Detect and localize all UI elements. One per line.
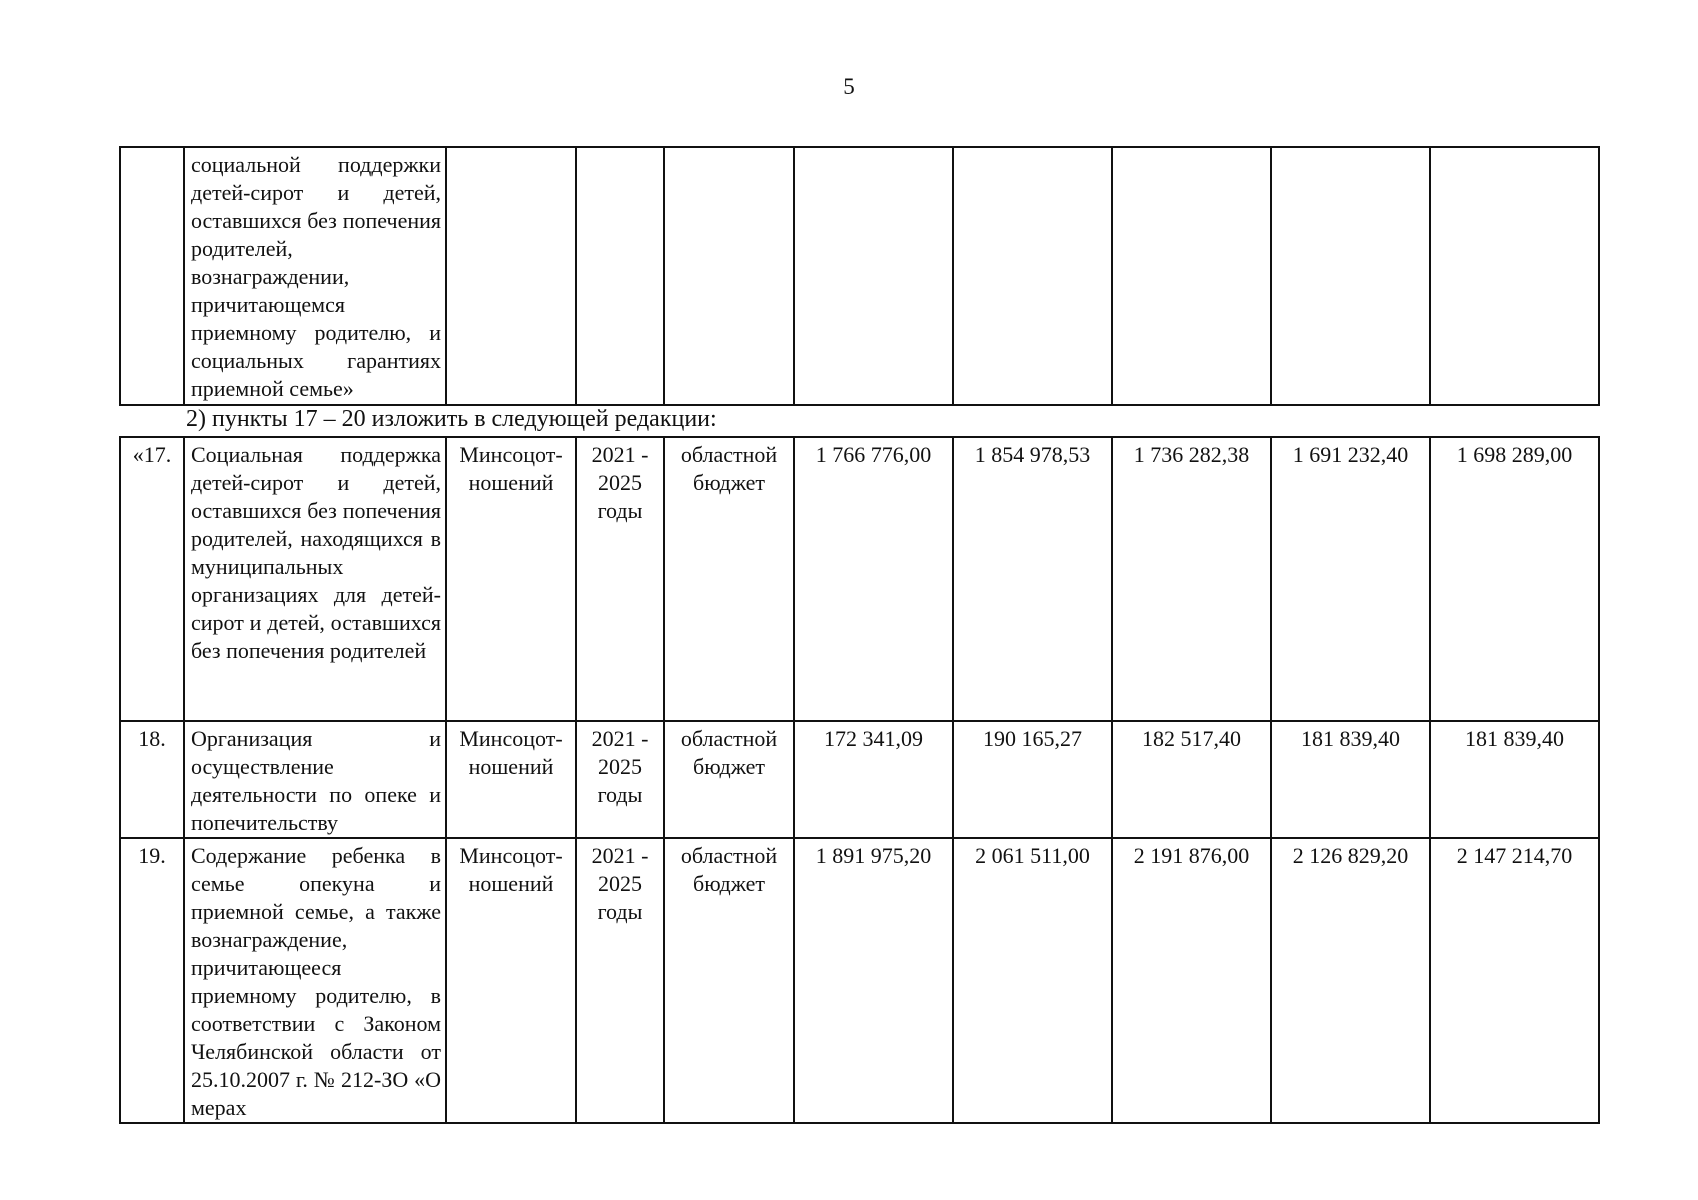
continuation-row xyxy=(120,147,1599,405)
continuation-table xyxy=(119,146,1600,406)
table-row xyxy=(120,838,1599,1123)
cell-empty xyxy=(446,147,576,405)
row-period: 2021 - 2025 годы xyxy=(576,838,664,1123)
row-source: областной бюджет xyxy=(664,721,794,838)
row-source: областной бюджет xyxy=(664,437,794,721)
row-amount: 1 854 978,53 xyxy=(953,437,1112,721)
cell-empty xyxy=(576,147,664,405)
intro-line: 2) пункты 17 – 20 изложить в следующей редакции: xyxy=(186,406,717,432)
row-amount: 2 147 214,70 xyxy=(1430,838,1599,1123)
row-amount: 181 839,40 xyxy=(1271,721,1430,838)
cell-empty xyxy=(1112,147,1271,405)
row-number: 19. xyxy=(120,838,184,1123)
row-amount: 1 691 232,40 xyxy=(1271,437,1430,721)
row-name: Содержание ребенка в семье опекуна и приемной семье, а также вознаграждение, причитающееся приемному родителю, в соответствии с Законом Челябинской области от 25.10.2007 г. № 212-ЗО «О мерах xyxy=(184,838,446,1123)
row-number: 18. xyxy=(120,721,184,838)
row-source: областной бюджет xyxy=(664,838,794,1123)
row-number: «17. xyxy=(120,437,184,721)
row-amount: 2 191 876,00 xyxy=(1112,838,1271,1123)
cell-empty xyxy=(664,147,794,405)
row-amount: 181 839,40 xyxy=(1430,721,1599,838)
row-executor: Минсоцот-ношений xyxy=(446,721,576,838)
continuation-name: социальной поддержки детей-сирот и детей, оставшихся без попечения родителей, вознаграждении, причитающемся приемному родителю, и социальных гарантиях приемной семье» xyxy=(184,147,446,405)
row-amount: 1 698 289,00 xyxy=(1430,437,1599,721)
cell-empty xyxy=(953,147,1112,405)
row-executor: Минсоцот-ношений xyxy=(446,437,576,721)
row-amount: 172 341,09 xyxy=(794,721,953,838)
cell-empty xyxy=(120,147,184,405)
page-number: 5 xyxy=(843,74,855,99)
row-amount: 2 126 829,20 xyxy=(1271,838,1430,1123)
row-period: 2021 - 2025 годы xyxy=(576,721,664,838)
table-row xyxy=(120,437,1599,721)
row-amount: 182 517,40 xyxy=(1112,721,1271,838)
row-amount: 1 891 975,20 xyxy=(794,838,953,1123)
row-amount: 1 766 776,00 xyxy=(794,437,953,721)
cell-empty xyxy=(1271,147,1430,405)
row-amount: 190 165,27 xyxy=(953,721,1112,838)
row-period: 2021 - 2025 годы xyxy=(576,437,664,721)
row-amount: 1 736 282,38 xyxy=(1112,437,1271,721)
row-executor: Минсоцот-ношений xyxy=(446,838,576,1123)
row-name: Социальная поддержка детей-сирот и детей, оставшихся без попечения родителей, находящихся в муниципальных организациях для детей-сирот и детей, оставшихся без попечения родителей xyxy=(184,437,446,721)
row-name: Организация и осуществление деятельности по опеке и попечительству xyxy=(184,721,446,838)
cell-empty xyxy=(794,147,953,405)
table-row xyxy=(120,721,1599,838)
program-table xyxy=(119,436,1600,1124)
row-amount: 2 061 511,00 xyxy=(953,838,1112,1123)
cell-empty xyxy=(1430,147,1599,405)
